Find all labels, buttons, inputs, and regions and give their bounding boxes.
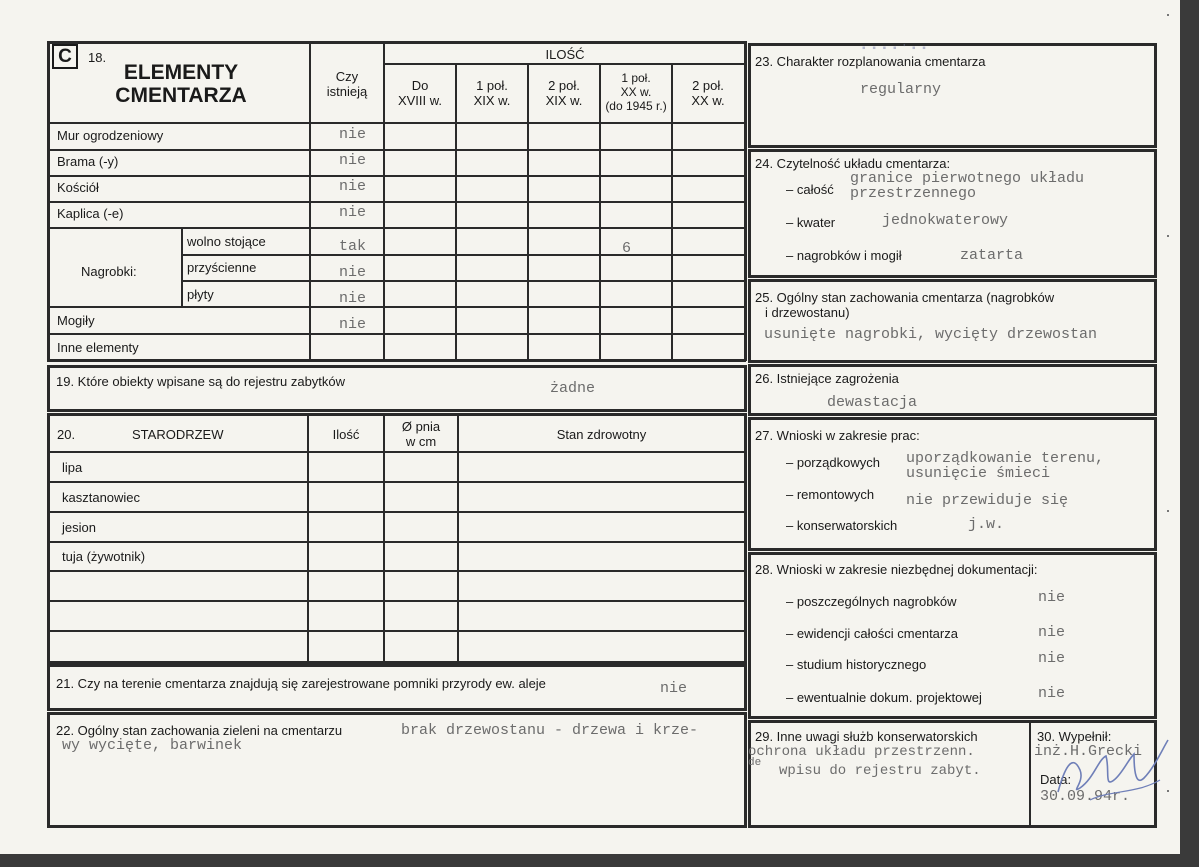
section-22-label: 22. Ogólny stan zachowania zieleni na cmentarzu: [56, 723, 343, 738]
header-tree-pien: Ø pnia w cm: [401, 419, 441, 449]
section-30-label: 30. Wypełnił:: [1037, 729, 1112, 744]
section-21-value: nie: [660, 680, 688, 697]
section-28-label: 28. Wnioski w zakresie niezbędnej dokumentacji:: [755, 562, 1038, 577]
row-label-mogily: Mogiły: [57, 313, 95, 328]
section-23-label: 23. Charakter rozplanowania cmentarza: [755, 54, 986, 69]
section-27-rem-value: nie przewiduje się: [906, 492, 1069, 509]
row-label-kosciol: Kościół: [57, 180, 99, 195]
section-30-name: inż.H.Grecki: [1034, 743, 1143, 760]
faded-stamp: ▪ ▪ ▪ ▪ ' ▪ ▪: [862, 43, 928, 54]
section-27-rem-label: – remontowych: [786, 487, 875, 502]
row-label-kaplica: Kaplica (-e): [57, 206, 124, 221]
row-value-kaplica: nie: [339, 204, 367, 221]
section-28-item-2-value: nie: [1038, 624, 1066, 641]
header-col-2-xx: 2 poł. XX w.: [691, 78, 725, 108]
section-30-date-label: Data:: [1040, 772, 1072, 787]
section-24-label: 24. Czytelność układu cmentarza:: [755, 156, 951, 171]
section-28-item-4-label: – ewentualnie dokum. projektowej: [786, 690, 982, 705]
section-27-kons-label: – konserwatorskich: [786, 518, 898, 533]
section-18-title: ELEMENTY CMENTARZA: [115, 61, 247, 107]
section-30-date: 30.09.94r.: [1040, 788, 1131, 805]
section-20-number: 20.: [57, 427, 76, 442]
row-value-mur: nie: [339, 126, 367, 143]
section-28-item-1-value: nie: [1038, 589, 1066, 606]
row-label-nagrobki: Nagrobki:: [81, 264, 137, 279]
header-col-xviii: Do XVIII w.: [397, 78, 443, 108]
section-27-kons-value: j.w.: [968, 516, 1005, 533]
header-tree-stan: Stan zdrowotny: [556, 427, 647, 442]
section-27-porz-label: – porządkowych: [786, 455, 880, 470]
section-29-label: 29. Inne uwagi służb konserwatorskich: [755, 729, 978, 744]
section-28-item-3-label: – studium historycznego: [786, 657, 927, 672]
section-26-label: 26. Istniejące zagrożenia: [755, 371, 899, 386]
section-29-value-line1: ochrona układu przestrzenn.: [748, 744, 975, 760]
section-24-kwater-label: – kwater: [786, 215, 836, 230]
section-22-value-line2: wy wycięte, barwinek: [62, 737, 243, 754]
section-27-porz-value-line2: usunięcie śmieci: [906, 465, 1051, 482]
row-value-kosciol: nie: [339, 178, 367, 195]
section-28-item-1-label: – poszczególnych nagrobków: [786, 594, 957, 609]
section-27-label: 27. Wnioski w zakresie prac:: [755, 428, 920, 443]
section-27-porz-value-line1: uporządkowanie terenu,: [906, 450, 1105, 467]
tree-lipa: lipa: [62, 460, 83, 475]
row-value-mogily: nie: [339, 316, 367, 333]
section-18-number: 18.: [88, 50, 107, 65]
header-tree-ilosc: Ilość: [332, 427, 360, 442]
row-label-inne: Inne elementy: [57, 340, 139, 355]
section-25-label-line1: 25. Ogólny stan zachowania cmentarza (nagrobków: [755, 290, 1055, 305]
row-value-wolno-stojace: tak: [339, 238, 367, 255]
section-25-value: usunięte nagrobki, wycięty drzewostan: [764, 326, 1098, 343]
header-col-2-xix: 2 poł. XIX w.: [545, 78, 583, 108]
header-col-1-xx: 1 poł. XX w. (do 1945 r.): [605, 71, 667, 113]
row-label-przyscienne: przyścienne: [187, 260, 257, 275]
section-29-value-line2: wpisu do rejestru zabyt.: [779, 763, 981, 779]
section-28-item-2-label: – ewidencji całości cmentarza: [786, 626, 958, 641]
section-24-nagrobkow-value: zatarta: [960, 247, 1024, 264]
row-count-wolno-stojace: 6: [622, 240, 632, 257]
row-label-wolno-stojace: wolno stojące: [187, 234, 266, 249]
section-28-item-3-value: nie: [1038, 650, 1066, 667]
row-label-brama: Brama (-y): [57, 154, 119, 169]
row-value-plyty: nie: [339, 290, 367, 307]
section-23-value: regularny: [860, 81, 942, 98]
section-24-calosc-value-line1: granice pierwotnego układu: [850, 170, 1085, 187]
section-letter-box: C: [52, 44, 78, 69]
signature: [1050, 730, 1180, 810]
section-24-nagrobkow-label: – nagrobków i mogił: [786, 248, 902, 263]
tree-jesion: jesion: [62, 520, 96, 535]
section-21-label: 21. Czy na terenie cmentarza znajdują się zarejestrowane pomniki przyrody ew. aleje: [56, 676, 546, 691]
section-24-calosc-value-line2: przestrzennego: [850, 185, 977, 202]
section-22-value-line1: brak drzewostanu - drzewa i krze-: [401, 722, 699, 739]
tree-kasztanowiec: kasztanowiec: [62, 490, 141, 505]
header-ilosc: ILOŚĆ: [545, 47, 585, 62]
row-value-przyscienne: nie: [339, 264, 367, 281]
section-24-calosc-label: – całość: [786, 182, 834, 197]
header-col-1-xix: 1 poł. XIX w.: [473, 78, 511, 108]
row-label-plyty: płyty: [187, 287, 214, 302]
section-25-label-line2: i drzewostanu): [765, 305, 850, 320]
header-czy-istnieja: Czy istnieją: [326, 69, 368, 99]
section-28-item-4-value: nie: [1038, 685, 1066, 702]
row-label-mur: Mur ogrodzeniowy: [57, 128, 164, 143]
row-value-brama: nie: [339, 152, 367, 169]
section-20-title: STARODRZEW: [132, 427, 224, 442]
section-24-kwater-value: jednokwaterowy: [882, 212, 1009, 229]
tree-tuja: tuja (żywotnik): [62, 549, 146, 564]
section-19-label: 19. Które obiekty wpisane są do rejestru zabytków: [56, 374, 346, 389]
section-19-value: żadne: [550, 380, 596, 397]
section-29-value-line1-suffix: de: [748, 757, 762, 769]
section-26-value: dewastacja: [827, 394, 918, 411]
